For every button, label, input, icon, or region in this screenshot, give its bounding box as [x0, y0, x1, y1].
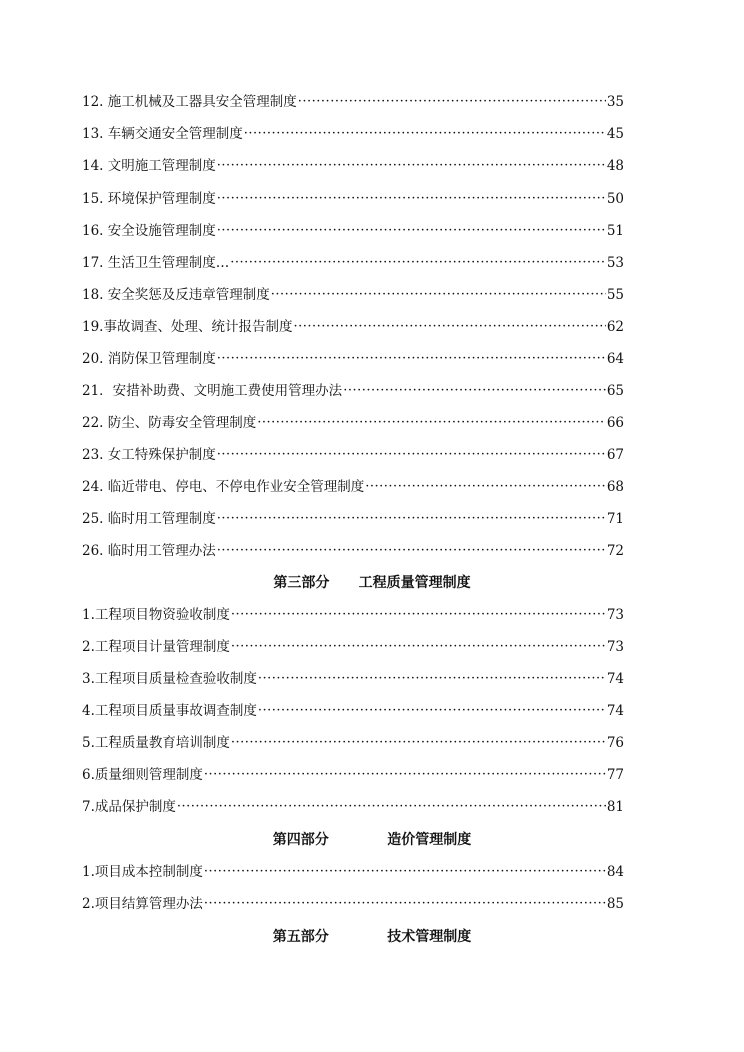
toc-entry[interactable]: [82, 411, 624, 433]
toc-leader-dots: [231, 637, 606, 657]
toc-entry[interactable]: [82, 539, 624, 561]
toc-leader-dots: [204, 765, 606, 785]
toc-entry[interactable]: [82, 699, 624, 721]
section-name-label: 技术管理制度: [387, 929, 472, 945]
toc-entry-page: 65: [606, 383, 624, 399]
toc-entry-title: 20. 消防保卫管理制度: [82, 351, 216, 367]
toc-entry[interactable]: [82, 763, 624, 785]
toc-entry-page: 77: [606, 767, 624, 783]
toc-entry-title: 22. 防尘、防毒安全管理制度: [82, 415, 257, 431]
toc-leader-dots: [231, 605, 606, 625]
toc-entry[interactable]: [82, 283, 624, 305]
toc-entry[interactable]: [82, 347, 624, 369]
toc-entry-page: 81: [606, 799, 624, 815]
toc-leader-dots: [258, 669, 606, 689]
toc-entry-title: 18. 安全奖惩及反违章管理制度: [82, 287, 270, 303]
toc-entry-title: 2.工程项目计量管理制度: [82, 639, 230, 655]
toc-entry[interactable]: [82, 251, 624, 273]
toc-entry-page: 35: [606, 94, 624, 110]
toc-leader-dots: [204, 862, 606, 882]
toc-entry-title: 24. 临近带电、停电、不停电作业安全管理制度: [82, 479, 365, 495]
toc-entry[interactable]: [82, 379, 624, 401]
toc-entry-title: 5.工程质量教育培训制度: [82, 735, 230, 751]
toc-entry-title: 16. 安全设施管理制度: [82, 223, 216, 239]
toc-leader-dots: [177, 797, 606, 817]
toc-leader-dots: [365, 477, 606, 497]
toc-entry[interactable]: [82, 122, 624, 144]
toc-entry[interactable]: [82, 892, 624, 914]
toc-entry-page: 72: [606, 543, 624, 559]
toc-leader-dots: [244, 124, 606, 144]
toc-entry-title: 1.项目成本控制制度: [82, 864, 203, 880]
toc-entry[interactable]: [82, 795, 624, 817]
toc-entry-page: 62: [606, 319, 624, 335]
toc-entry-title: 3.工程项目质量检查验收制度: [82, 671, 257, 687]
section-heading-4: [0, 829, 744, 849]
toc-leader-dots: [231, 733, 606, 753]
toc-entry-page: 53: [606, 255, 624, 271]
toc-leader-dots: [217, 349, 606, 369]
toc-entry[interactable]: [82, 443, 624, 465]
toc-entry-title: 21．安措补助费、文明施工费使用管理办法: [82, 383, 343, 399]
toc-entry[interactable]: [82, 154, 624, 176]
toc-entry-title: 14. 文明施工管理制度: [82, 158, 216, 174]
toc-leader-dots: [217, 541, 606, 561]
toc-entry-page: 85: [606, 896, 624, 912]
toc-leader-dots: [298, 92, 606, 112]
toc-entry-title: 1.工程项目物资验收制度: [82, 607, 230, 623]
toc-entry-page: 71: [606, 511, 624, 527]
section-heading-5: [0, 926, 744, 946]
toc-leader-dots: [293, 317, 605, 337]
toc-entry[interactable]: [82, 731, 624, 753]
toc-leader-dots: [217, 221, 606, 241]
toc-entry-page: 45: [606, 126, 624, 142]
toc-entry-page: 55: [606, 287, 624, 303]
section-part-label: 第三部分: [273, 575, 330, 591]
toc-entry-page: 74: [606, 671, 624, 687]
toc-leader-dots: [217, 156, 606, 176]
toc-entry-title: 4.工程项目质量事故调查制度: [82, 703, 257, 719]
toc-entry-title: 13. 车辆交通安全管理制度: [82, 126, 243, 142]
toc-entry-title: 2.项目结算管理办法: [82, 896, 203, 912]
toc-leader-dots: [217, 445, 606, 465]
toc-entry-page: 74: [606, 703, 624, 719]
toc-entry[interactable]: [82, 187, 624, 209]
toc-entry[interactable]: [82, 507, 624, 529]
toc-entry-title: 19.事故调查、处理、统计报告制度: [82, 319, 293, 335]
toc-entry-page: 50: [606, 191, 624, 207]
section-name-label: 工程质量管理制度: [358, 575, 471, 591]
toc-entry-title: 12. 施工机械及工器具安全管理制度: [82, 94, 297, 110]
toc-entry-page: 76: [606, 735, 624, 751]
toc-entry-title: 25. 临时用工管理制度: [82, 511, 216, 527]
section-name-label: 造价管理制度: [387, 832, 472, 848]
toc-entry-page: 68: [606, 479, 624, 495]
toc-entry[interactable]: [82, 219, 624, 241]
section-part-label: 第四部分: [272, 832, 329, 848]
toc-entry[interactable]: [82, 667, 624, 689]
toc-leader-dots: [217, 509, 606, 529]
toc-leader-dots: [230, 253, 606, 273]
toc-entry-page: 73: [606, 607, 624, 623]
toc-entry-page: 67: [606, 447, 624, 463]
toc-entry[interactable]: [82, 860, 624, 882]
toc-entry-title: 15. 环境保护管理制度: [82, 191, 216, 207]
toc-leader-dots: [257, 413, 606, 433]
toc-leader-dots: [217, 189, 606, 209]
toc-entry-page: 73: [606, 639, 624, 655]
section-part-label: 第五部分: [272, 929, 329, 945]
toc-entry[interactable]: [82, 635, 624, 657]
toc-entry[interactable]: [82, 315, 624, 337]
toc-entry-page: 84: [606, 864, 624, 880]
toc-entry-title: 6.质量细则管理制度: [82, 767, 203, 783]
toc-entry-page: 51: [606, 223, 624, 239]
toc-entry[interactable]: [82, 90, 624, 112]
toc-entry-page: 48: [606, 158, 624, 174]
toc-entry-page: 64: [606, 351, 624, 367]
toc-entry-title: 26. 临时用工管理办法: [82, 543, 216, 559]
toc-leader-dots: [204, 894, 606, 914]
toc-entry-title: 7.成品保护制度: [82, 799, 176, 815]
toc-leader-dots: [343, 381, 606, 401]
toc-leader-dots: [271, 285, 606, 305]
toc-entry[interactable]: [82, 603, 624, 625]
toc-entry-title: 17. 生活卫生管理制度…: [82, 255, 230, 271]
toc-entry[interactable]: [82, 475, 624, 497]
toc-entry-page: 66: [606, 415, 624, 431]
toc-leader-dots: [258, 701, 606, 721]
section-heading-3: [0, 572, 744, 592]
toc-entry-title: 23. 女工特殊保护制度: [82, 447, 216, 463]
